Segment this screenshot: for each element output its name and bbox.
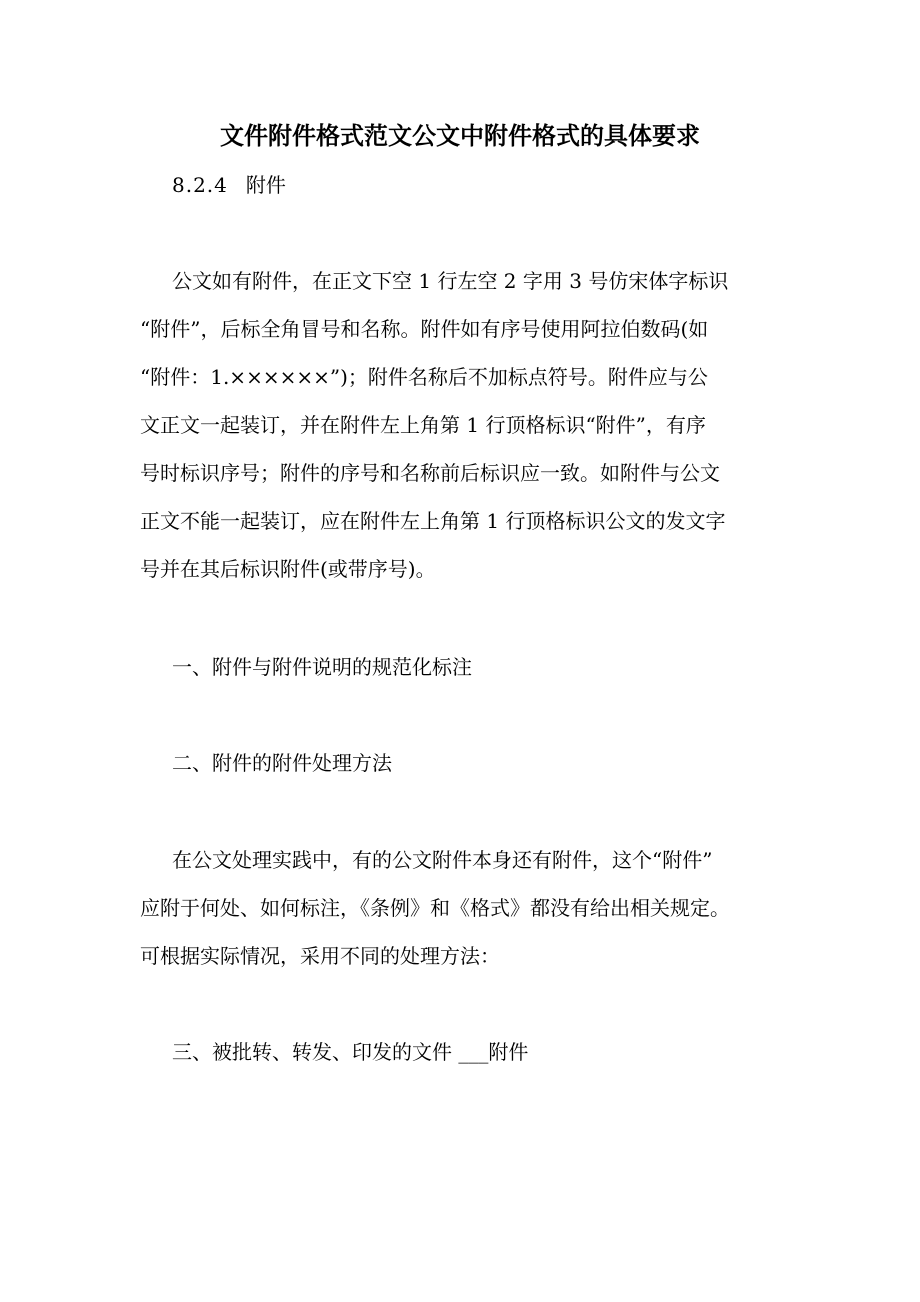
paragraph-line: 应附于何处、如何标注，《条例》和《格式》都没有给出相关规定。: [140, 896, 730, 920]
paragraph-line: 号时标识序号；附件的序号和名称前后标识应一致。如附件与公文: [140, 461, 720, 485]
paragraph-line: “附件：1.××××××”)；附件名称后不加标点符号。附件应与公: [140, 365, 708, 389]
paragraph-line: 正文不能一起装订，应在附件左上角第 1 行顶格标识公文的发文字: [140, 509, 726, 533]
document-title: 文件附件格式范文公文中附件格式的具体要求: [220, 121, 700, 150]
section-label: 附件: [245, 173, 286, 197]
paragraph-line: “附件”，后标全角冒号和名称。附件如有序号使用阿拉伯数码(如: [140, 317, 709, 341]
section-number: 8.2.4: [172, 173, 228, 197]
paragraph-line: 号并在其后标识附件(或带序号)。: [140, 557, 436, 581]
heading-three: 三、被批转、转发、印发的文件 ___附件: [172, 1040, 529, 1064]
paragraph-line: 在公文处理实践中，有的公文附件本身还有附件，这个“附件”: [172, 848, 713, 872]
paragraph-line: 公文如有附件，在正文下空 1 行左空 2 字用 3 号仿宋体字标识: [172, 269, 729, 293]
paragraph-line: 可根据实际情况，采用不同的处理方法：: [140, 944, 500, 968]
paragraph-line: 文正文一起装订，并在附件左上角第 1 行顶格标识“附件”，有序: [140, 413, 706, 437]
section-heading: [172, 170, 780, 200]
heading-one: 一、附件与附件说明的规范化标注: [172, 655, 472, 679]
heading-two: 二、附件的附件处理方法: [172, 751, 392, 775]
